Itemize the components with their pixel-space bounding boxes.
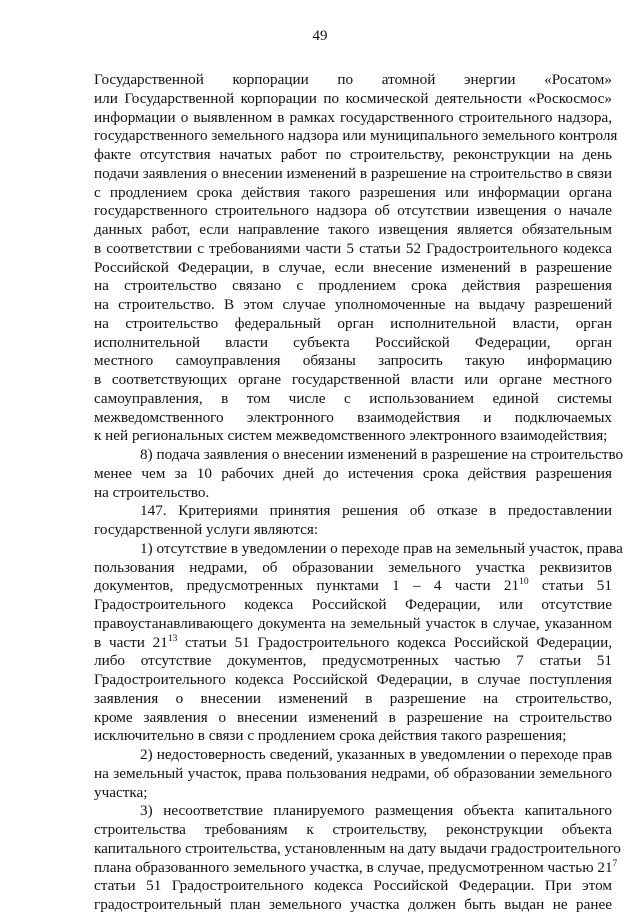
page-number: 49	[312, 28, 328, 44]
text-line: местного самоуправления обязаны запросить такую информацию	[94, 352, 612, 370]
text-line: 1) отсутствие в уведомлении о переходе прав на земельный участок, права	[140, 539, 623, 557]
text-line: информации о выявленном в рамках государственного строительного надзора,	[94, 108, 612, 126]
text-line	[94, 858, 618, 878]
text-segment: плана образованного земельного участка, в случае, предусмотренном частью 21	[94, 858, 613, 876]
text-line: градостроительный план земельного участка должен быть выдан не ранее	[94, 896, 612, 913]
text-line: 3) несоответствие планируемого размещения объекта капитального	[140, 802, 612, 820]
text-line: данных работ, если направление такого извещения является обязательным	[94, 221, 612, 238]
text-line: кроме заявления о внесении изменений в разрешение на строительство	[94, 708, 612, 726]
text-line: статьи 51 Градостроительного кодекса Российской Федерации. При этом	[94, 877, 612, 895]
superscript: 13	[167, 633, 178, 644]
text-line: подачи заявления о внесении изменений в разрешение на строительство в связи	[94, 164, 612, 182]
text-line	[94, 577, 612, 596]
text-line: 2) недостоверность сведений, указанных в уведомлении о переходе прав	[140, 746, 612, 763]
text-segment: статьи 51	[528, 577, 612, 595]
text-line: Градостроительного кодекса Российской Федерации, или отсутствие	[94, 596, 612, 613]
text-line: в соответствии с требованиями части 5 статьи 52 Градостроительного кодекса	[94, 239, 612, 257]
text-line: менее чем за 10 рабочих дней до истечения срока действия разрешения	[94, 464, 612, 482]
text-line: Российской Федерации, в случае, если внесение изменений в разрешение	[94, 258, 612, 276]
superscript: 7	[612, 858, 618, 869]
text-line: участка;	[94, 783, 148, 801]
text-line: правоустанавливающего документа на земельный участок в случае, указанном	[94, 614, 612, 632]
text-line: исключительно в связи с продлением срока действия такого разрешения;	[94, 727, 567, 745]
text-line: государственной услуги являются:	[94, 521, 319, 538]
text-line: на строительство связано с продлением срока действия разрешения	[94, 277, 612, 295]
text-line: самоуправления, в том числе с использованием единой системы	[94, 389, 612, 407]
text-line: или Государственной корпорации по космической деятельности «Роскосмос»	[94, 89, 612, 107]
text-line: строительства требованиям к строительству, реконструкции объекта	[94, 821, 612, 838]
text-line: 8) подача заявления о внесении изменений в разрешение на строительство	[140, 446, 624, 463]
text-segment: статьи 51 Градостроительного кодекса Российской Федерации,	[177, 633, 613, 651]
text-line: на строительство. В этом случае уполномоченные на выдачу разрешений	[94, 296, 612, 313]
text-line: исполнительной власти субъекта Российской Федерации, орган	[94, 333, 612, 351]
text-line: заявления о внесении изменений в разрешение на строительство,	[94, 689, 612, 707]
text-line: в соответствующих органе государственной власти или органе местного	[94, 371, 612, 388]
text-line: капитального строительства, установленным на дату выдачи градостроительного	[94, 839, 621, 857]
text-line: факте отсутствия начатых работ по строительству, реконструкции на день	[94, 146, 612, 163]
text-line: государственного строительного надзора об отсутствии извещения о начале	[94, 202, 612, 220]
text-line: пользования недрами, об образовании земельного участка реквизитов	[94, 558, 612, 576]
text-line: на строительство.	[94, 483, 210, 501]
text-line	[94, 634, 612, 653]
superscript: 10	[519, 577, 529, 588]
text-line: на земельный участок, права пользования недрами, об образовании земельного	[94, 764, 612, 782]
text-line: на строительство федеральный орган исполнительной власти, орган	[94, 314, 612, 332]
text-line: с продлением срока действия такого разрешения или информации органа	[94, 183, 612, 201]
text-line: межведомственного электронного взаимодействия и подключаемых	[94, 408, 612, 426]
text-line: к ней региональных систем межведомственного электронного взаимодействия;	[94, 427, 608, 445]
text-line: либо отсутствие документов, предусмотренных частью 7 статьи 51	[94, 652, 612, 670]
text-line: Государственной корпорации по атомной энергии «Росатом»	[94, 71, 612, 88]
text-line: 147. Критериями принятия решения об отказе в предоставлении	[140, 502, 612, 520]
text-segment: в части 21	[94, 633, 168, 651]
body-text	[94, 71, 624, 915]
text-line: Градостроительного кодекса Российской Федерации, в случае поступления	[94, 671, 612, 688]
text-line: государственного земельного надзора или муниципального земельного контроля	[94, 127, 618, 145]
text-segment: документов, предусмотренных пунктами 1 – 4 части 21	[94, 577, 520, 595]
